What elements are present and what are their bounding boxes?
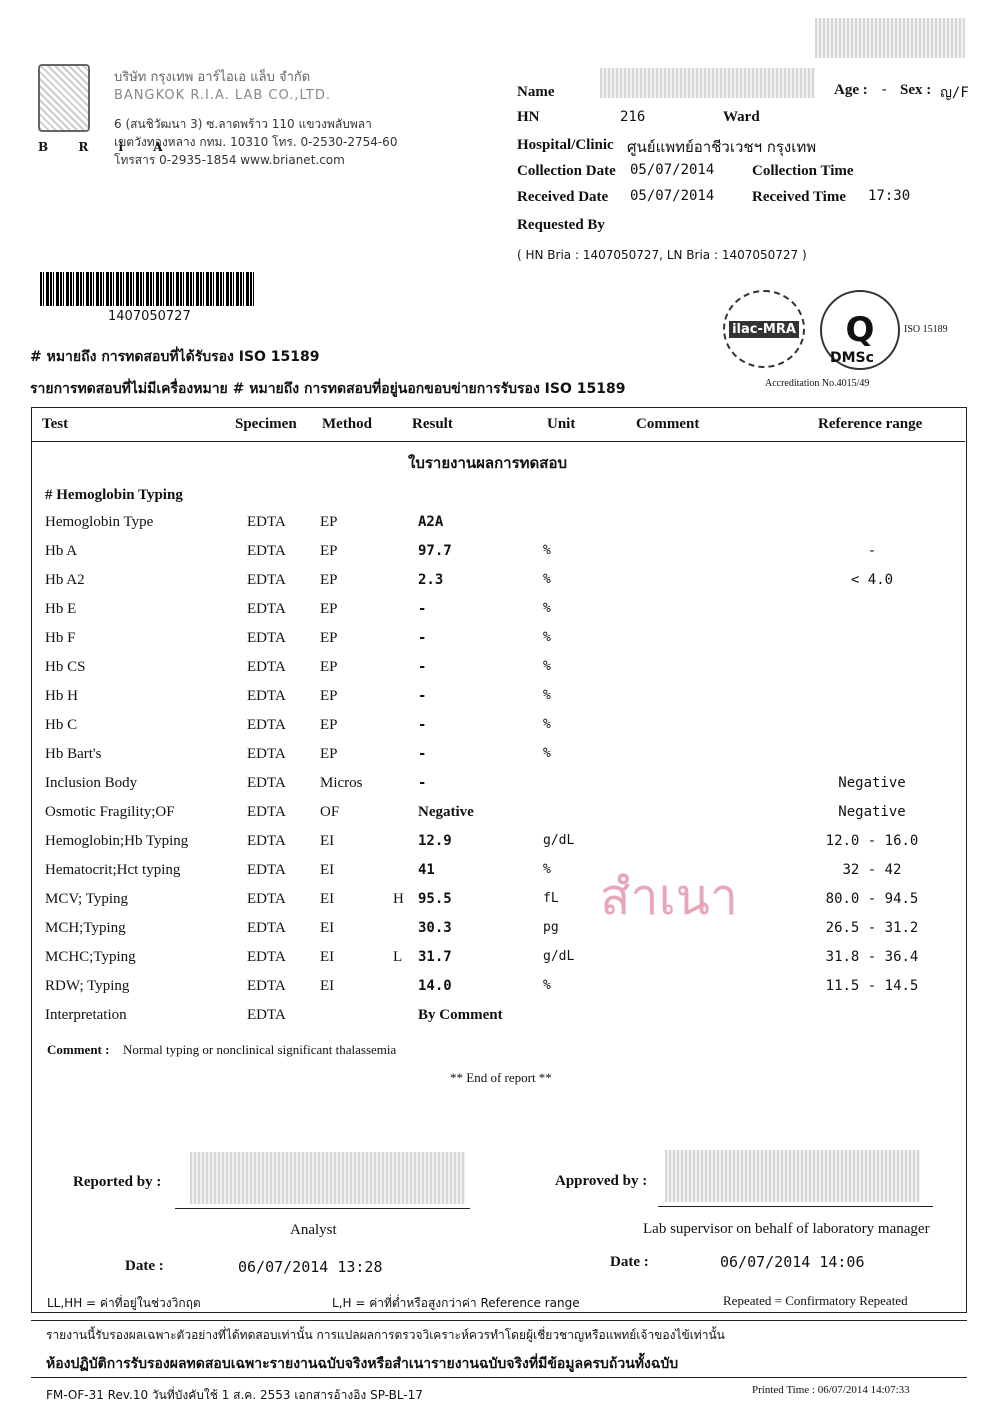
method: EP <box>320 601 338 617</box>
collection-date-value: 05/07/2014 <box>630 162 715 178</box>
method: EI <box>320 978 335 994</box>
specimen: EDTA <box>247 659 286 675</box>
unit: % <box>543 601 551 616</box>
table-row <box>0 659 1000 681</box>
specimen: EDTA <box>247 601 286 617</box>
reference-range: 12.0 - 16.0 <box>825 833 919 849</box>
method: EP <box>320 514 338 530</box>
method: EI <box>320 833 335 849</box>
specimen: EDTA <box>247 862 286 878</box>
result: - <box>418 746 427 762</box>
method: EP <box>320 659 338 675</box>
table-row <box>0 862 1000 884</box>
result: - <box>418 659 427 675</box>
received-date-label: Received Date <box>517 189 609 205</box>
legend-ll-hh: LL,HH = ค่าที่อยู่ในช่วงวิกฤต <box>47 1296 201 1310</box>
copy-stamp: สำเนา <box>600 868 738 926</box>
report-title: ใบรายงานผลการทดสอบ <box>408 454 567 472</box>
result: 14.0 <box>418 978 452 994</box>
end-of-report: ** End of report ** <box>450 1070 552 1085</box>
method: EI <box>320 891 335 907</box>
logo-letters: B R i A <box>38 140 176 154</box>
company-logo <box>38 64 90 132</box>
unit: % <box>543 688 551 703</box>
method: EI <box>320 949 335 965</box>
result: 31.7 <box>418 949 452 965</box>
analyst-label: Analyst <box>290 1222 337 1238</box>
form-number: FM-OF-31 Rev.10 วันที่บังคับใช้ 1 ส.ค. 2553 เอกสารอ้างอิง SP-BL-17 <box>46 1388 423 1402</box>
sex-label: Sex : <box>900 82 932 98</box>
table-row <box>0 920 1000 942</box>
reported-by-label: Reported by : <box>73 1174 162 1190</box>
result: - <box>418 601 427 617</box>
footer-divider <box>31 1320 967 1321</box>
specimen: EDTA <box>247 543 286 559</box>
table-row <box>0 949 1000 971</box>
result: 95.5 <box>418 891 452 907</box>
reference-range: 32 - 42 <box>842 862 902 878</box>
table-row <box>0 572 1000 594</box>
unit: % <box>543 572 551 587</box>
result: Negative <box>418 804 474 820</box>
redacted-area <box>815 18 965 58</box>
result: 12.9 <box>418 833 452 849</box>
dmsc-text: DMSc <box>830 350 874 366</box>
comment-label: Comment : <box>47 1042 110 1057</box>
test-name: Hb Bart's <box>45 746 102 762</box>
method: EP <box>320 572 338 588</box>
approve-date-label: Date : <box>610 1254 649 1270</box>
header-test: Test <box>42 416 69 432</box>
table-row <box>0 1007 1000 1029</box>
header-comment: Comment <box>636 416 700 432</box>
reference-range: - <box>867 543 877 559</box>
test-name: MCHC;Typing <box>45 949 136 965</box>
result: A2A <box>418 514 444 530</box>
result: - <box>418 775 427 791</box>
hn-value: 216 <box>620 109 646 125</box>
approver-signature-line <box>658 1206 933 1207</box>
test-name: Hb A2 <box>45 572 85 588</box>
result: 30.3 <box>418 920 452 936</box>
header-method: Method <box>322 416 372 432</box>
non-iso-note: รายการทดสอบที่ไม่มีเครื่องหมาย # หมายถึง การทดสอบที่อยู่นอกขอบข่ายการรับรอง ISO 15189 <box>30 381 626 397</box>
test-name: MCV; Typing <box>45 891 128 907</box>
table-row <box>0 746 1000 768</box>
unit: % <box>543 746 551 761</box>
method: EP <box>320 717 338 733</box>
specimen: EDTA <box>247 978 286 994</box>
reference-range: 11.5 - 14.5 <box>825 978 919 994</box>
name-label: Name <box>517 84 555 100</box>
table-row <box>0 891 1000 913</box>
printed-time: Printed Time : 06/07/2014 14:07:33 <box>752 1384 910 1396</box>
reporter-signature <box>190 1152 465 1204</box>
barcode-number: 1407050727 <box>108 309 191 324</box>
specimen: EDTA <box>247 688 286 704</box>
header-result: Result <box>412 416 453 432</box>
q-mark-text: Q <box>845 310 875 350</box>
unit: % <box>543 978 551 993</box>
reference-range: < 4.0 <box>850 572 894 588</box>
test-name: Hematocrit;Hct typing <box>45 862 181 878</box>
table-row <box>0 717 1000 739</box>
age-label: Age : <box>834 82 868 98</box>
ward-label: Ward <box>723 109 760 125</box>
specimen: EDTA <box>247 717 286 733</box>
test-name: Interpretation <box>45 1007 127 1023</box>
collection-date-label: Collection Date <box>517 163 616 179</box>
age-value: - <box>880 82 889 98</box>
header-reference: Reference range <box>818 416 923 432</box>
specimen: EDTA <box>247 804 286 820</box>
company-address-1: 6 (สนชิวัฒนา 3) ซ.ลาดพร้าว 110 แขวงพลับพลา <box>114 117 372 131</box>
method: EP <box>320 630 338 646</box>
test-name: Osmotic Fragility;OF <box>45 804 175 820</box>
result: - <box>418 717 427 733</box>
unit: g/dL <box>543 949 575 964</box>
test-name: Hemoglobin Type <box>45 514 154 530</box>
patient-name-redacted <box>600 68 815 98</box>
unit: g/dL <box>543 833 575 848</box>
reference-range: 80.0 - 94.5 <box>825 891 919 907</box>
company-name-en: BANGKOK R.I.A. LAB CO.,LTD. <box>114 88 331 103</box>
test-name: Hb C <box>45 717 78 733</box>
legend-l-h: L,H = ค่าที่ต่ำหรือสูงกว่าค่า Reference range <box>332 1296 580 1310</box>
method: EI <box>320 920 335 936</box>
legend-repeated: Repeated = Confirmatory Repeated <box>723 1293 908 1308</box>
ilac-mra-text: ilac-MRA <box>729 321 799 338</box>
specimen: EDTA <box>247 949 286 965</box>
header-unit: Unit <box>547 416 576 432</box>
received-date-value: 05/07/2014 <box>630 188 715 204</box>
collection-time-label: Collection Time <box>752 163 854 179</box>
reference-range: Negative <box>838 775 906 791</box>
supervisor-label: Lab supervisor on behalf of laboratory manager <box>643 1221 930 1237</box>
hospital-label: Hospital/Clinic <box>517 137 614 153</box>
sex-value: ญ/F <box>940 85 969 101</box>
method: EP <box>320 543 338 559</box>
result: 41 <box>418 862 435 878</box>
test-name: Hb CS <box>45 659 86 675</box>
table-row <box>0 543 1000 565</box>
specimen: EDTA <box>247 1007 286 1023</box>
test-name: Hb E <box>45 601 77 617</box>
ilac-mra-icon <box>723 290 805 368</box>
unit: % <box>543 630 551 645</box>
approve-date: 06/07/2014 14:06 <box>720 1253 865 1271</box>
test-name: Hemoglobin;Hb Typing <box>45 833 189 849</box>
specimen: EDTA <box>247 891 286 907</box>
method: EI <box>320 862 335 878</box>
table-row <box>0 601 1000 623</box>
footer-disclaimer: รายงานนี้รับรองผลเฉพาะตัวอย่างที่ได้ทดสอบเท่านั้น การแปลผลการตรวจวิเคราะห์ควรทำโดยผู้เชี่ยวชาญหรือแพทย์เจ้าของไข้เท่านั้น <box>46 1328 725 1342</box>
company-address-3: โทรสาร 0-2935-1854 www.brianet.com <box>114 153 345 167</box>
table-row <box>0 630 1000 652</box>
company-address-2: เขตวังทองหลาง กทม. 10310 โทร. 0-2530-2754-60 <box>114 135 398 149</box>
unit: % <box>543 543 551 558</box>
test-name: MCH;Typing <box>45 920 126 936</box>
section-title: # Hemoglobin Typing <box>45 487 183 503</box>
test-name: Hb F <box>45 630 76 646</box>
specimen: EDTA <box>247 572 286 588</box>
specimen: EDTA <box>247 920 286 936</box>
test-name: Inclusion Body <box>45 775 138 791</box>
specimen: EDTA <box>247 514 286 530</box>
test-name: RDW; Typing <box>45 978 130 994</box>
comment-text: Normal typing or nonclinical significant thalassemia <box>123 1042 397 1057</box>
header-specimen: Specimen <box>235 416 297 432</box>
reporter-signature-line <box>175 1208 470 1209</box>
approved-by-label: Approved by : <box>555 1173 648 1189</box>
footer-divider-2 <box>31 1377 967 1378</box>
report-date-label: Date : <box>125 1258 164 1274</box>
unit: fL <box>543 891 559 906</box>
specimen: EDTA <box>247 630 286 646</box>
result: 97.7 <box>418 543 452 559</box>
result: - <box>418 630 427 646</box>
hn-bria-line: ( HN Bria : 1407050727, LN Bria : 1407050727 ) <box>517 248 807 262</box>
table-row <box>0 688 1000 710</box>
received-time-value: 17:30 <box>868 188 911 204</box>
accreditation-number: Accreditation No.4015/49 <box>765 378 870 389</box>
footer-certification: ห้องปฏิบัติการรับรองผลทดสอบเฉพาะรายงานฉบับจริงหรือสำเนารายงานฉบับจริงที่มีข้อมูลครบถ้วนทั้งฉบับ <box>46 1356 679 1372</box>
low-flag: L <box>393 949 403 965</box>
table-row <box>0 804 1000 826</box>
unit: pg <box>543 920 559 935</box>
method: OF <box>320 804 340 820</box>
unit: % <box>543 862 551 877</box>
specimen: EDTA <box>247 775 286 791</box>
high-flag: H <box>393 891 404 907</box>
approver-signature <box>665 1150 920 1202</box>
table-row <box>0 514 1000 536</box>
barcode <box>40 272 256 306</box>
test-name: Hb H <box>45 688 78 704</box>
table-row <box>0 833 1000 855</box>
table-row <box>0 978 1000 1000</box>
hn-label: HN <box>517 109 540 125</box>
requested-by-label: Requested By <box>517 217 605 233</box>
iso-note: # หมายถึง การทดสอบที่ได้รับรอง ISO 15189 <box>30 349 320 365</box>
hospital-value: ศูนย์แพทย์อาชีวเวชฯ กรุงเทพ <box>627 138 817 156</box>
reference-range: 31.8 - 36.4 <box>825 949 919 965</box>
result: 2.3 <box>418 572 444 588</box>
method: EP <box>320 688 338 704</box>
iso-mark-text: ISO 15189 <box>904 324 948 335</box>
result: By Comment <box>418 1007 503 1023</box>
report-date: 06/07/2014 13:28 <box>238 1258 383 1276</box>
specimen: EDTA <box>247 746 286 762</box>
received-time-label: Received Time <box>752 189 847 205</box>
reference-range: 26.5 - 31.2 <box>825 920 919 936</box>
unit: % <box>543 659 551 674</box>
specimen: EDTA <box>247 833 286 849</box>
company-name-thai: บริษัท กรุงเทพ อาร์ไอเอ แล็บ จำกัด <box>114 70 311 85</box>
test-name: Hb A <box>45 543 78 559</box>
reference-range: Negative <box>838 804 906 820</box>
table-row <box>0 775 1000 797</box>
unit: % <box>543 717 551 732</box>
result: - <box>418 688 427 704</box>
method: EP <box>320 746 338 762</box>
method: Micros <box>320 775 363 791</box>
